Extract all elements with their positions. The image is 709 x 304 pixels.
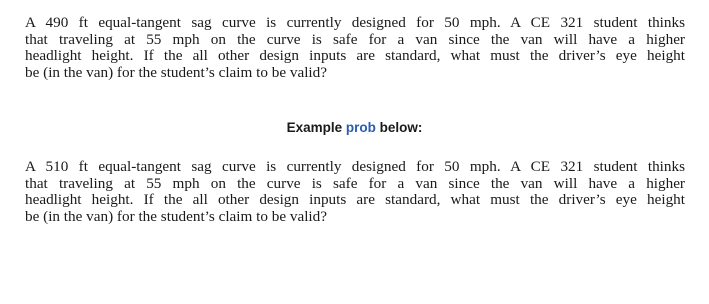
example-label: [0, 120, 709, 135]
problem-text-example: [25, 159, 685, 225]
problem-line: A 490 ft equal-tangent sag curve is currently designed for 50 mph. A CE 321 student thinks: [25, 14, 685, 31]
problem-line: headlight height. If the all other design inputs are standard, what must the driver’s eye height: [25, 191, 685, 209]
problem-text-main: [25, 15, 685, 81]
example-label-highlight: prob: [345, 120, 376, 135]
problem-line: headlight height. If the all other design inputs are standard, what must the driver’s eye height: [25, 47, 685, 65]
problem-line: be (in the van) for the student’s claim to be valid?: [25, 207, 327, 225]
problem-line: that traveling at 55 mph on the curve is safe for a van since the van will have a higher: [25, 30, 685, 48]
example-label-suffix: below:: [375, 120, 423, 135]
problem-line: be (in the van) for the student’s claim to be valid?: [25, 63, 327, 81]
problem-line: A 510 ft equal-tangent sag curve is currently designed for 50 mph. A CE 321 student thinks: [25, 158, 685, 175]
problem-line: that traveling at 55 mph on the curve is safe for a van since the van will have a higher: [25, 174, 685, 192]
example-label-prefix: Example: [286, 120, 346, 135]
